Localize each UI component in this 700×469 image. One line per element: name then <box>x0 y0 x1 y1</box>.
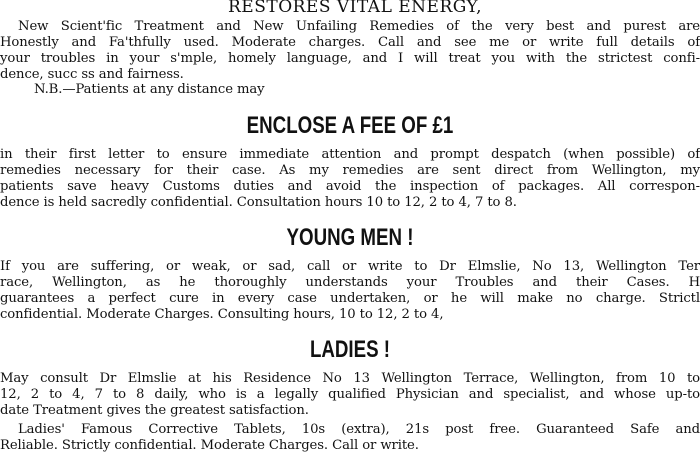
para1-line-2: Honestly and Fa'thfully used. Moderate charges. Call and see me or write full details of <box>0 35 700 50</box>
para4-line-1: May consult Dr Elmslie at his Residence No 13 Wellington Terrace, Wellington, from 10 to <box>0 371 700 386</box>
young-men-heading: YOUNG MEN ! <box>286 224 414 251</box>
para1-line-3: your troubles in your s'mple, homely language, and I will treat you with the strictest confi- <box>0 51 700 66</box>
para3-line-4: confidential. Moderate Charges. Consulting hours, 10 to 12, 2 to 4, <box>0 307 444 322</box>
enclose-fee-heading: ENCLOSE A FEE OF £1 <box>246 112 454 139</box>
para1-line-1: New Scient'fic Treatment and New Unfailing Remedies of the very best and purest are <box>18 19 700 34</box>
para5-line-2: Reliable. Strictly confidential. Moderate Charges. Call or write. <box>0 438 419 453</box>
para2-line-3: patients save heavy Customs duties and avoid the inspection of packages. All correspon- <box>0 179 700 194</box>
para2-line-4: dence is held sacredly confidential. Consultation hours 10 to 12, 2 to 4, 7 to 8. <box>0 195 517 210</box>
para3-line-2: race, Wellington, as he thoroughly understands your Troubles and their Cases. H <box>0 275 700 290</box>
para2-line-2: remedies necessary for their case. As my remedies are sent direct from Wellington, my <box>0 163 700 178</box>
para3-line-3: guarantees a perfect cure in every case undertaken, or he will make no charge. Strictl <box>0 291 700 306</box>
para5-line-1: Ladies' Famous Corrective Tablets, 10s (extra), 21s post free. Guaranteed Safe and <box>18 422 700 437</box>
para1-line-4: dence, succ ss and fairness. <box>0 67 184 82</box>
para3-line-1: If you are suffering, or weak, or sad, call or write to Dr Elmslie, No 13, Wellington Ter <box>0 259 700 274</box>
nb-line: N.B.—Patients at any distance may <box>34 82 265 97</box>
restores-vital-energy-heading: RESTORES VITAL ENERGY, <box>228 0 482 17</box>
para2-line-1: in their first letter to ensure immediate attention and prompt despatch (when possible) of <box>0 147 700 162</box>
ladies-heading: LADIES ! <box>309 336 391 363</box>
para4-line-3: date Treatment gives the greatest satisfaction. <box>0 403 309 418</box>
para4-line-2: 12, 2 to 4, 7 to 8 daily, who is a legally qualified Physician and specialist, and whose up-to <box>0 387 700 402</box>
